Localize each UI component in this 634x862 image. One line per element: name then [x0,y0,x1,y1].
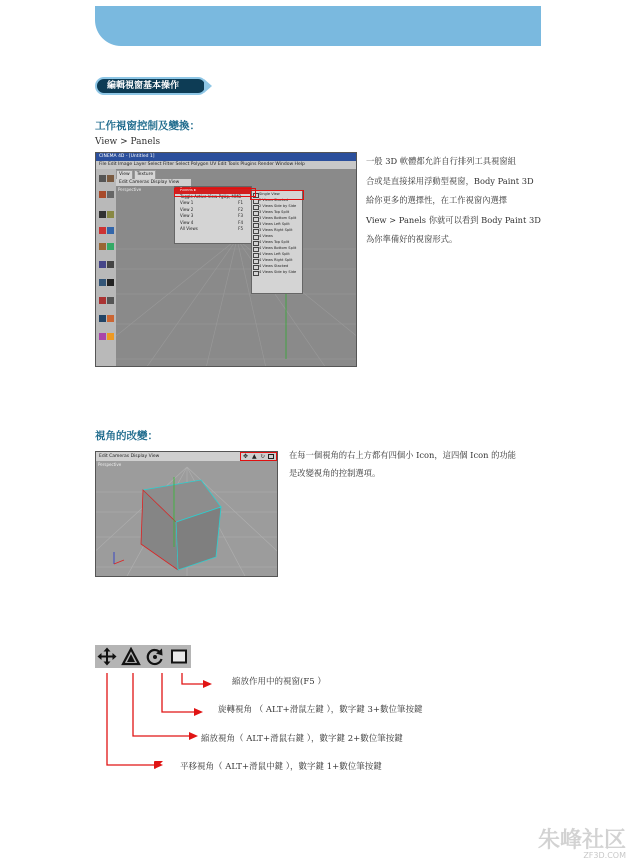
highlight-single-view [250,190,304,200]
menu-item-label: Toggle Active View [180,193,218,199]
menu-item-label: View 4 [180,219,194,225]
submenu-item[interactable]: 4 Views Left Split [252,251,302,257]
tool-icon [107,191,114,198]
tool-icon [99,333,106,340]
caption-maximize: 縮放作用中的視窗(F5 ） [232,677,326,687]
paragraph-line: 合或是直接採用浮動型視窗，Body Paint 3D [366,175,534,186]
watermark-logo: 朱峰社区 [537,828,626,853]
menu-path: View > Panels [95,137,161,147]
app-menubar: File Edit Image Layer Select Filter Select Polygon UV Edit Tools Plugins Render Window Help [96,161,357,169]
caption-scale: 縮放視角（ ALT+滑鼠右鍵 ），數字鍵 2+數位筆按鍵 [201,734,403,744]
menu-item-all-views[interactable] [175,226,251,233]
tool-icon [99,175,106,182]
tool-icon [107,315,114,322]
caption-move: 平移視角（ ALT+滑鼠中鍵 ），數字鍵 1+數位筆按鍵 [180,762,382,772]
screenshot-viewport [95,451,278,577]
submenu-item[interactable]: 3 Views Right Split [252,227,302,233]
move-icon[interactable]: ✥ [243,453,249,460]
paragraph-line: View > Panels 你就可以看到 Body Paint 3D [366,214,541,225]
app-titlebar: CINEMA 4D - [Untitled 1] [96,153,357,161]
tool-icon [99,261,106,268]
tool-icon [107,211,114,218]
heading-view-change: 視角的改變： [95,430,158,442]
paragraph-panels [366,152,556,250]
view-icon-bar [95,645,191,668]
paragraph-view-icons [289,446,559,482]
section-title: 編輯視窗基本操作 [95,77,207,95]
scale-icon[interactable] [121,647,141,666]
paragraph-line: 給你更多的選擇性，在工作視窗內選擇 [366,195,508,205]
submenu-item[interactable]: 4 Views [252,233,302,239]
viewport-menu[interactable]: Edit Cameras Display View [116,179,191,186]
submenu-item[interactable]: Single View [252,191,302,197]
tool-icon [107,227,114,234]
section-title-tip [204,79,212,93]
move-icon[interactable] [97,647,117,666]
maximize-icon[interactable] [169,647,189,666]
submenu-item[interactable]: 2 Views Stacked [252,197,302,203]
menu-item-panels[interactable]: Panels ▸ [175,187,251,194]
submenu-item[interactable]: 2 Views Side by Side [252,203,302,209]
rotate-icon[interactable]: ↻ [260,453,266,460]
maximize-icon[interactable] [268,454,274,459]
callout-lines [95,668,225,773]
viewport-menu[interactable]: Edit Cameras Display View [96,452,278,461]
viewport-scene [96,452,278,577]
menu-item-shortcut: F2 [238,206,243,212]
screenshot-panels-menu [95,152,357,367]
submenu-item[interactable]: 3 Views Left Split [252,221,302,227]
tool-icon [99,191,106,198]
submenu-item[interactable]: 4 Views Bottom Split [252,245,302,251]
panels-submenu [251,190,303,294]
menu-item-shortcut: PgUp, MMB [218,193,242,199]
menu-item-label: View 3 [180,213,194,218]
submenu-item[interactable]: 4 Views Stacked [252,263,302,269]
submenu-item[interactable]: 4 Views Right Split [252,257,302,263]
viewport-label: Perspective [98,462,122,467]
paragraph-line: 是改變視角的控制選項。 [289,468,381,478]
tool-icon [107,333,114,340]
tool-icon [99,243,106,250]
submenu-item[interactable]: 3 Views Top Split [252,209,302,215]
watermark-url: ZF3D.COM [583,851,626,860]
heading-window-control: 工作視窗控制及變換： [95,120,200,132]
viewport-icons-highlight [240,452,277,461]
tab-view[interactable]: View [116,170,133,180]
tool-palette [96,169,116,367]
menu-item-label: Panels [180,187,193,192]
caption-rotate: 旋轉視角 （ ALT+滑鼠左鍵 ），數字鍵 3+數位筆按鍵 [218,705,423,715]
menu-item-shortcut: F5 [238,226,243,231]
menu-item-shortcut: F1 [238,200,243,205]
tool-icon [107,279,114,286]
paragraph-line: 一般 3D 軟體都允許自行排列工具視窗組 [366,156,516,166]
tool-icon [107,243,114,250]
submenu-item[interactable]: 3 Views Bottom Split [252,215,302,221]
tool-icon [99,315,106,322]
tool-icon [99,227,106,234]
tool-icon [107,261,114,268]
highlight-panels-item [174,188,256,197]
submenu-item[interactable]: 4 Views Top Split [252,239,302,245]
submenu-item[interactable]: 4 Views Side by Side [252,269,302,275]
tool-icon [107,297,114,304]
rotate-icon[interactable] [145,647,165,666]
paragraph-line: 為你準備好的視窗形式。 [366,234,458,244]
tool-icon [99,211,106,218]
menu-item-label: All Views [180,226,198,231]
tool-icon [99,297,106,304]
viewport-label: Perspective [118,187,142,192]
scale-icon[interactable]: ▲ [252,453,257,460]
view-tabs [116,170,158,178]
menu-item-label: View 2 [180,206,194,212]
top-banner [95,6,541,46]
menu-item-shortcut: F4 [238,219,243,225]
tool-icon [107,175,114,182]
tab-texture[interactable]: Texture [134,170,156,180]
paragraph-line: 在每一個視角的右上方都有四個小 Icon，這四個 Icon 的功能 [289,450,516,460]
tool-icon [99,279,106,286]
menu-item-shortcut: F3 [238,213,243,218]
menu-item-label: View 1 [180,200,194,205]
